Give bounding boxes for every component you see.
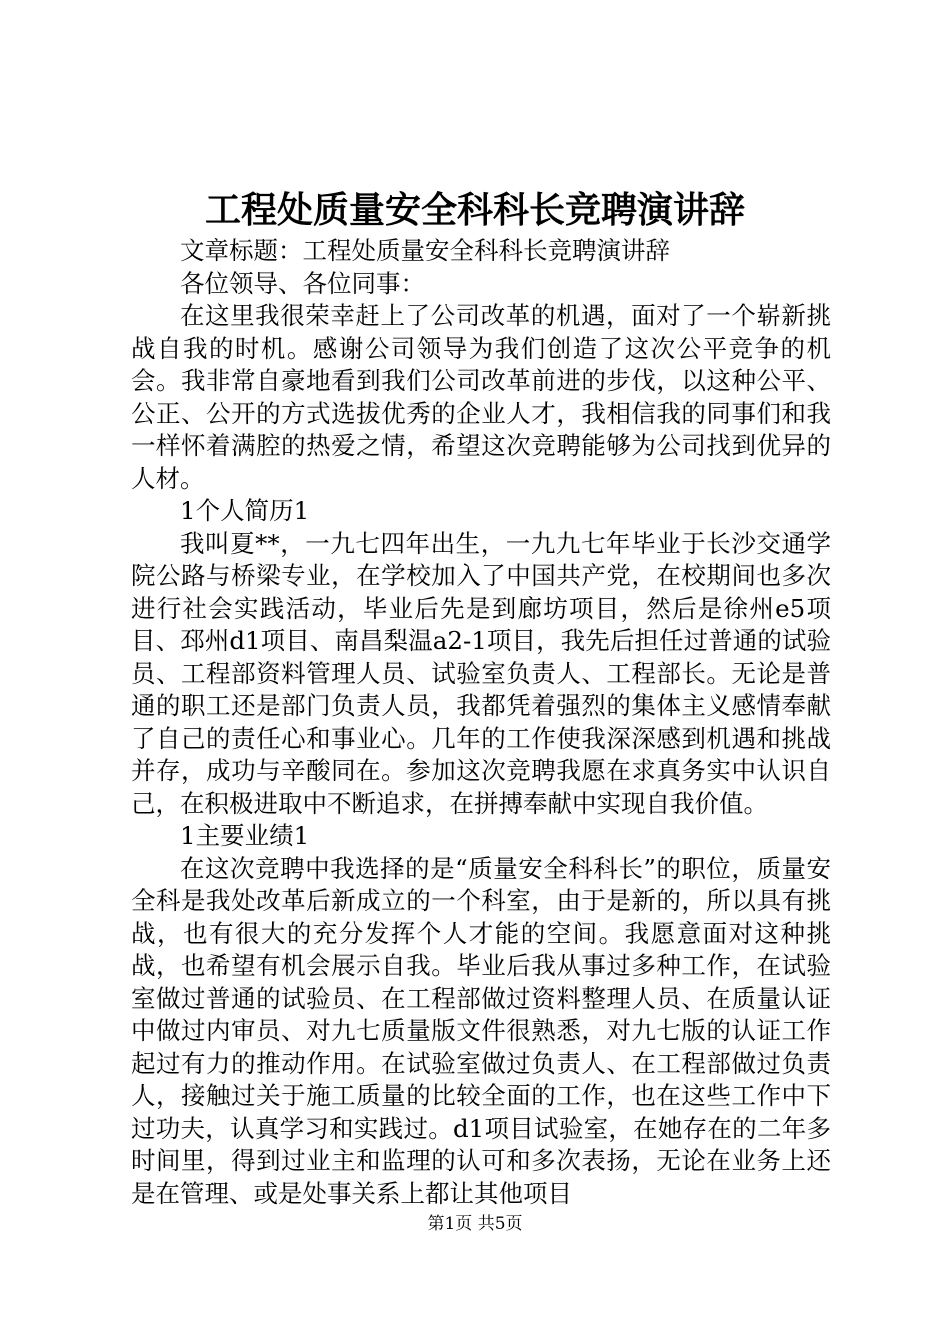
- document-body: [131, 235, 831, 1210]
- paragraph-intro: 在这里我很荣幸赶上了公司改革的机遇，面对了一个崭新挑战自我的时机。感谢公司领导为我们创造了这次公平竞争的机会。我非常自豪地看到我们公司改革前进的步伐，以这种公平、公正、公开的方式选拔优秀的企业人才，我相信我的同事们和我一样怀着满腔的热爱之情，希望这次竞聘能够为公司找到优异的人材。: [131, 301, 831, 493]
- paragraph-achievements: 在这次竞聘中我选择的是“质量安全科科长”的职位，质量安全科是我处改革后新成立的一个科室，由于是新的，所以具有挑战，也有很大的充分发挥个人才能的空间。我愿意面对这种挑战，也希望有机会展示自我。毕业后我从事过多种工作，在试验室做过普通的试验员、在工程部做过资料整理人员、在质量认证中做过内审员、对九七质量版文件很熟悉，对九七版的认证工作起过有力的推动作用。在试验室做过负责人、在工程部做过负责人，接触过关于施工质量的比较全面的工作，也在这些工作中下过功夫，认真学习和实践过。d1项目试验室，在她存在的二年多时间里，得到过业主和监理的认可和多次表扬，无论在业务上还是在管理、或是处事关系上都让其他项目: [131, 853, 831, 1208]
- article-title-line: 文章标题：工程处质量安全科科长竞聘演讲辞: [180, 236, 670, 265]
- paragraph-resume: 我叫夏**，一九七四年出生，一九九七年毕业于长沙交通学院公路与桥梁专业，在学校加入了中国共产党，在校期间也多次进行社会实践活动，毕业后先是到廊坊项目，然后是徐州e5项目、邳州d1项目、南昌梨温a2-1项目，我先后担任过普通的试验员、工程部资料管理人员、试验室负责人、工程部长。无论是普通的职工还是部门负责人员，我都凭着强烈的集体主义感情奉献了自己的责任心和事业心。几年的工作使我深深感到机遇和挑战并存，成功与辛酸同在。参加这次竞聘我愿在求真务实中认识自己，在积极进取中不断追求，在拼搏奉献中实现自我价值。: [131, 528, 831, 818]
- section-heading-achievements: 1主要业绩1: [180, 821, 310, 850]
- salutation: 各位领导、各位同事：: [180, 268, 425, 298]
- section-heading-resume: 1个人简历1: [180, 496, 310, 525]
- page-number-footer: 第1页 共5页: [427, 1214, 523, 1234]
- document-title: 工程处质量安全科科长竞聘演讲辞: [204, 189, 745, 231]
